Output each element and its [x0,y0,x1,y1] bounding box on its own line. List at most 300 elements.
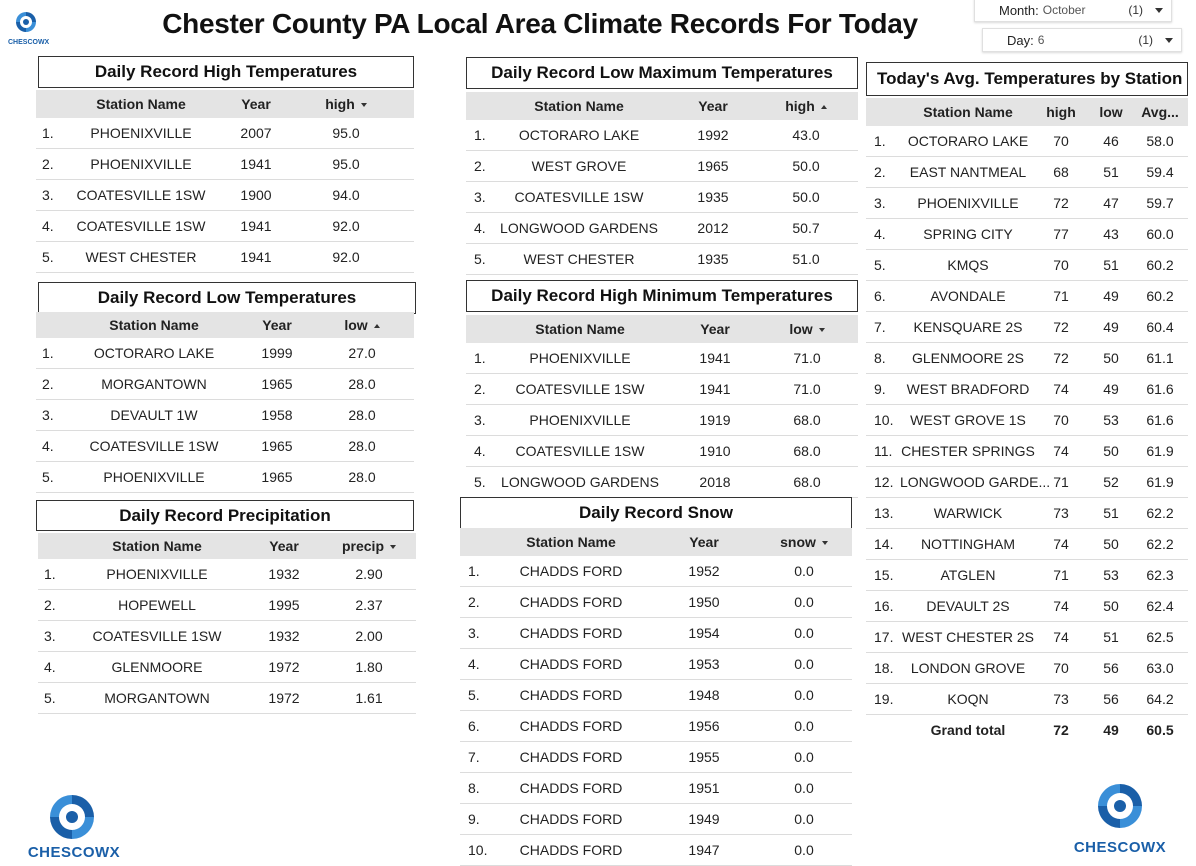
cell-avg: 62.3 [1146,567,1174,583]
month-filter-count: (1) [1128,3,1143,17]
table-row [36,400,414,431]
col-value-label: low [344,317,368,333]
cell-n: 17. [874,629,894,645]
cell-n: 5. [474,251,486,267]
cell-station: LONGWOOD GARDE... [900,474,1051,490]
cell-low: 52 [1103,474,1119,490]
cell-low: 46 [1103,133,1119,149]
grand-total-low: 49 [1103,722,1119,738]
cell-high: 73 [1053,691,1069,707]
record-precip-title: Daily Record Precipitation [36,500,414,531]
cell-n: 16. [874,598,894,614]
cell-n: 10. [874,412,894,428]
avg-temps-table [866,98,1188,745]
table-row [460,556,852,587]
cell-n: 18. [874,660,894,676]
cell-avg: 59.4 [1146,164,1174,180]
cell-avg: 60.4 [1146,319,1174,335]
table-row [466,151,858,182]
table-row [36,149,414,180]
table-row [38,683,416,714]
cell-low: 49 [1103,288,1119,304]
cell-value: 94.0 [332,187,360,203]
cell-station: COATESVILLE 1SW [92,628,222,644]
cell-year: 1965 [261,376,293,392]
month-filter-label: Month: [999,2,1039,18]
cell-station: WEST GROVE [531,158,627,174]
day-filter-count: (1) [1138,33,1153,47]
cell-low: 56 [1103,691,1119,707]
cell-low: 51 [1103,629,1119,645]
cell-value: 68.0 [793,474,821,490]
cell-year: 1947 [688,842,720,858]
cell-n: 5. [42,469,54,485]
col-station-header[interactable]: Station Name [526,534,616,550]
record-low-max-rows [466,120,858,275]
cell-station: KMQS [947,257,989,273]
table-row [866,219,1188,250]
table-row [38,652,416,683]
col-avg-header[interactable]: Avg... [1141,104,1179,120]
cell-value: 27.0 [348,345,376,361]
grand-total-avg: 60.5 [1146,722,1174,738]
cell-station: GLENMOORE [111,659,203,675]
cell-year: 1935 [697,251,729,267]
cell-high: 74 [1053,443,1069,459]
cell-value: 0.0 [794,780,814,796]
cell-n: 11. [874,443,893,459]
table-row [466,343,858,374]
cell-year: 1972 [268,690,300,706]
cell-station: DEVAULT 2S [926,598,1010,614]
brand-name-bottom-right: CHESCOWX [1073,839,1167,856]
cell-year: 2007 [240,125,272,141]
grand-total-row [866,715,1188,745]
cell-n: 5. [474,474,486,490]
cell-station: PHOENIXVILLE [106,566,208,582]
cell-n: 8. [874,350,886,366]
cell-station: EAST NANTMEAL [909,164,1027,180]
table-row [460,711,852,742]
cell-station: COATESVILLE 1SW [514,189,644,205]
cell-n: 3. [474,412,486,428]
cell-value: 0.0 [794,749,814,765]
col-value-header[interactable] [756,534,852,550]
cell-year: 1935 [697,189,729,205]
table-row [866,374,1188,405]
cell-station: NOTTINGHAM [920,536,1016,552]
cell-station: MORGANTOWN [101,376,207,392]
cell-year: 1941 [240,156,272,172]
cell-year: 1932 [268,566,300,582]
cell-station: CHADDS FORD [519,842,623,858]
cell-n: 1. [874,133,886,149]
cell-value: 50.0 [792,189,820,205]
col-station-header[interactable]: Station Name [109,317,199,333]
cell-value: 50.7 [792,220,820,236]
cell-station: PHOENIXVILLE [529,412,631,428]
cell-year: 1958 [261,407,293,423]
cell-n: 4. [468,656,480,672]
cell-value: 2.00 [355,628,383,644]
cell-avg: 63.0 [1146,660,1174,676]
cell-station: WEST CHESTER [85,249,197,265]
table-row [866,467,1188,498]
table-row [866,560,1188,591]
table-row [466,436,858,467]
cell-year: 1932 [268,628,300,644]
cell-station: MORGANTOWN [104,690,210,706]
cell-n: 1. [474,350,486,366]
cell-value: 28.0 [348,407,376,423]
sort-desc-icon [390,545,396,549]
col-year-header[interactable]: Year [262,317,292,333]
cell-year: 1953 [688,656,720,672]
table-header [38,533,416,559]
cell-high: 71 [1053,288,1069,304]
cell-n: 1. [42,345,54,361]
cell-n: 4. [874,226,886,242]
col-year-header[interactable]: Year [269,538,299,554]
cell-n: 2. [874,164,886,180]
col-value-label: high [325,96,355,112]
cell-high: 70 [1053,257,1069,273]
cell-n: 3. [42,187,54,203]
cell-n: 5. [44,690,56,706]
cell-n: 14. [874,536,894,552]
col-value-header[interactable] [312,317,412,333]
cell-station: WEST GROVE 1S [910,412,1026,428]
col-low-header[interactable]: low [1099,104,1123,120]
cell-station: COATESVILLE 1SW [76,187,206,203]
table-row [36,118,414,149]
cell-n: 15. [874,567,894,583]
table-row [36,431,414,462]
cell-avg: 59.7 [1146,195,1174,211]
cell-station: LONGWOOD GARDENS [501,474,659,490]
cell-station: CHESTER SPRINGS [901,443,1035,459]
cell-high: 72 [1053,319,1069,335]
cell-station: WARWICK [933,505,1003,521]
table-header [36,312,414,338]
cell-n: 3. [468,625,480,641]
cell-low: 53 [1103,567,1119,583]
col-value-header[interactable] [760,98,852,114]
month-filter[interactable] [974,0,1172,22]
cell-low: 50 [1103,598,1119,614]
swirl-logo-icon [26,790,122,840]
cell-high: 72 [1053,195,1069,211]
col-year-header[interactable]: Year [700,321,730,337]
cell-low: 50 [1103,350,1119,366]
table-row [466,213,858,244]
cell-station: WEST BRADFORD [906,381,1030,397]
record-high-min-rows [466,343,858,498]
cell-low: 49 [1103,319,1119,335]
cell-value: 71.0 [793,350,821,366]
table-row [460,773,852,804]
cell-year: 1900 [240,187,272,203]
record-high-rows [36,118,414,273]
cell-n: 2. [44,597,56,613]
cell-n: 9. [468,811,480,827]
table-row [866,591,1188,622]
grand-total-label: Grand total [930,722,1006,738]
cell-station: KENSQUARE 2S [913,319,1023,335]
cell-n: 12. [874,474,894,490]
cell-value: 1.80 [355,659,383,675]
sort-desc-icon [822,541,828,545]
cell-station: COATESVILLE 1SW [515,381,645,397]
table-row [866,312,1188,343]
cell-value: 2.37 [355,597,383,613]
col-station-header[interactable]: Station Name [534,98,624,114]
cell-avg: 62.5 [1146,629,1174,645]
record-low-rows [36,338,414,493]
brand-name-bottom-left: CHESCOWX [27,844,121,861]
table-row [36,338,414,369]
cell-station: CHADDS FORD [519,780,623,796]
cell-n: 2. [468,594,480,610]
cell-station: PHOENIXVILLE [103,469,205,485]
col-value-label: high [785,98,815,114]
table-header [36,90,414,118]
cell-value: 50.0 [792,158,820,174]
table-row [466,244,858,275]
table-row [466,467,858,498]
cell-station: CHADDS FORD [519,594,623,610]
col-station-header[interactable]: Station Name [923,104,1013,120]
table-row [38,590,416,621]
cell-n: 3. [474,189,486,205]
grand-total-high: 72 [1053,722,1069,738]
cell-value: 28.0 [348,376,376,392]
cell-high: 70 [1053,133,1069,149]
cell-value: 95.0 [332,125,360,141]
cell-year: 1995 [268,597,300,613]
cell-low: 53 [1103,412,1119,428]
cell-low: 50 [1103,536,1119,552]
record-precip-table [38,533,416,714]
chevron-down-icon[interactable] [1155,8,1163,13]
cell-avg: 64.2 [1146,691,1174,707]
cell-station: CHADDS FORD [519,749,623,765]
table-row [36,211,414,242]
cell-n: 7. [468,749,480,765]
cell-value: 68.0 [793,443,821,459]
cell-station: PHOENIXVILLE [90,125,192,141]
table-row [866,343,1188,374]
cell-n: 13. [874,505,894,521]
cell-station: CHADDS FORD [519,625,623,641]
table-header [466,92,858,120]
cell-station: GLENMOORE 2S [911,350,1025,366]
brand-logo-bottom-right [1070,780,1170,856]
cell-value: 0.0 [794,563,814,579]
cell-station: COATESVILLE 1SW [515,443,645,459]
page-title: Chester County PA Local Area Climate Records For Today [162,8,918,39]
cell-value: 0.0 [794,811,814,827]
cell-value: 51.0 [792,251,820,267]
col-value-header[interactable] [296,96,396,112]
cell-n: 6. [874,288,886,304]
table-row [866,436,1188,467]
table-row [460,680,852,711]
cell-year: 1965 [261,438,293,454]
cell-station: ATGLEN [940,567,996,583]
table-row [460,649,852,680]
col-year-header[interactable]: Year [698,98,728,114]
cell-high: 72 [1053,350,1069,366]
cell-n: 1. [44,566,56,582]
cell-n: 1. [474,127,486,143]
avg-temps-rows [866,126,1188,715]
cell-avg: 61.9 [1146,443,1174,459]
cell-value: 1.61 [355,690,383,706]
table-row [866,405,1188,436]
cell-station: CHADDS FORD [519,811,623,827]
cell-high: 74 [1053,381,1069,397]
cell-station: LONDON GROVE [910,660,1026,676]
sort-desc-icon [361,103,367,107]
cell-station: CHADDS FORD [519,656,623,672]
record-snow-rows [460,556,852,866]
cell-value: 0.0 [794,718,814,734]
record-high-table [36,90,414,273]
cell-year: 1951 [688,780,720,796]
cell-station: OCTORARO LAKE [518,127,640,143]
cell-low: 47 [1103,195,1119,211]
cell-n: 2. [474,158,486,174]
cell-avg: 58.0 [1146,133,1174,149]
col-year-header[interactable]: Year [689,534,719,550]
cell-year: 1955 [688,749,720,765]
cell-year: 1965 [697,158,729,174]
col-value-label: precip [341,538,384,554]
cell-n: 19. [874,691,894,707]
cell-year: 1952 [688,563,720,579]
cell-station: PHOENIXVILLE [90,156,192,172]
table-row [36,369,414,400]
cell-n: 1. [42,125,54,141]
cell-station: OCTORARO LAKE [93,345,215,361]
cell-high: 70 [1053,412,1069,428]
sort-asc-icon [374,324,380,328]
cell-high: 71 [1053,474,1069,490]
col-station-header[interactable]: Station Name [535,321,625,337]
cell-n: 1. [468,563,480,579]
cell-value: 0.0 [794,625,814,641]
table-row [466,374,858,405]
cell-station: CHADDS FORD [519,563,623,579]
cell-avg: 61.9 [1146,474,1174,490]
cell-n: 4. [474,220,486,236]
cell-year: 1941 [240,218,272,234]
cell-avg: 62.2 [1146,536,1174,552]
table-row [866,622,1188,653]
avg-temps-title: Today's Avg. Temperatures by Station [866,62,1188,96]
cell-n: 3. [44,628,56,644]
cell-n: 6. [468,718,480,734]
cell-high: 77 [1053,226,1069,242]
table-header [466,315,858,343]
chevron-down-icon[interactable] [1165,38,1173,43]
cell-avg: 62.4 [1146,598,1174,614]
record-low-table [36,312,414,493]
cell-value: 71.0 [793,381,821,397]
cell-low: 50 [1103,443,1119,459]
cell-n: 4. [42,438,54,454]
cell-station: PHOENIXVILLE [529,350,631,366]
record-low-title: Daily Record Low Temperatures [38,282,416,314]
cell-year: 1941 [699,381,731,397]
table-row [466,120,858,151]
cell-low: 49 [1103,381,1119,397]
table-row [866,653,1188,684]
col-station-header[interactable]: Station Name [96,96,186,112]
col-station-header[interactable]: Station Name [112,538,202,554]
cell-year: 1919 [699,412,731,428]
cell-n: 7. [874,319,886,335]
col-year-header[interactable]: Year [241,96,271,112]
cell-year: 2018 [699,474,731,490]
cell-value: 0.0 [794,842,814,858]
cell-value: 28.0 [348,469,376,485]
cell-avg: 61.6 [1146,412,1174,428]
cell-station: HOPEWELL [118,597,196,613]
day-filter[interactable] [982,28,1182,52]
record-snow-title: Daily Record Snow [460,497,852,529]
table-row [466,182,858,213]
cell-year: 1999 [261,345,293,361]
day-filter-value: 6 [1037,33,1045,47]
cell-n: 10. [468,842,488,858]
cell-year: 1949 [688,811,720,827]
col-value-label: snow [780,534,816,550]
cell-avg: 60.0 [1146,226,1174,242]
cell-year: 1950 [688,594,720,610]
cell-value: 92.0 [332,249,360,265]
col-high-header[interactable]: high [1046,104,1076,120]
cell-station: AVONDALE [930,288,1006,304]
cell-station: WEST CHESTER [523,251,635,267]
table-row [460,618,852,649]
cell-value: 0.0 [794,656,814,672]
col-value-header[interactable] [762,321,852,337]
cell-n: 4. [42,218,54,234]
cell-year: 2012 [697,220,729,236]
table-row [460,835,852,866]
record-high-min-title: Daily Record High Minimum Temperatures [466,280,858,312]
cell-n: 9. [874,381,886,397]
table-row [36,180,414,211]
cell-station: CHADDS FORD [519,718,623,734]
swirl-logo-icon [1070,780,1170,832]
table-header [460,528,852,556]
cell-n: 2. [42,156,54,172]
cell-station: SPRING CITY [923,226,1013,242]
cell-high: 71 [1053,567,1069,583]
sort-asc-icon [821,105,827,109]
cell-high: 74 [1053,536,1069,552]
cell-avg: 61.1 [1146,350,1174,366]
col-value-header[interactable] [322,538,416,554]
cell-station: PHOENIXVILLE [917,195,1019,211]
cell-station: OCTORARO LAKE [907,133,1029,149]
cell-station: LONGWOOD GARDENS [500,220,658,236]
cell-n: 4. [474,443,486,459]
cell-value: 43.0 [792,127,820,143]
